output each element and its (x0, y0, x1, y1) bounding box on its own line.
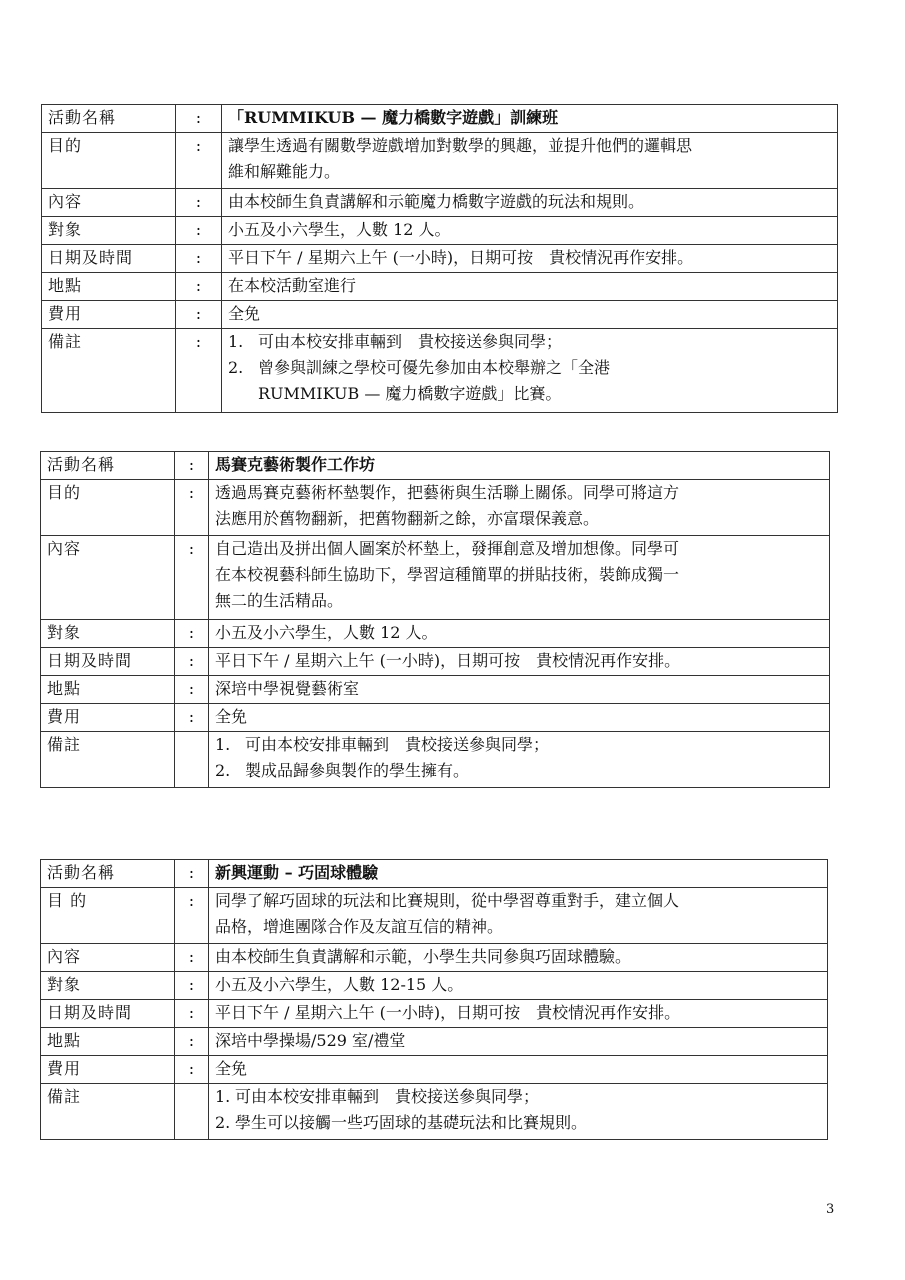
remark-item (215, 1084, 821, 1110)
row-content (41, 536, 830, 620)
colon: : (176, 189, 222, 217)
row-name (42, 105, 838, 133)
label-purpose: 目的 (41, 480, 175, 536)
remarks-list (209, 1084, 828, 1140)
fee-text: 全免 (209, 704, 830, 732)
remark-item (215, 732, 823, 758)
venue-text: 在本校活動室進行 (222, 273, 838, 301)
colon: : (175, 888, 209, 944)
label-target: 對象 (41, 972, 175, 1000)
colon: : (176, 105, 222, 133)
label-target: 對象 (42, 217, 176, 245)
remark-item (228, 355, 831, 407)
row-venue (42, 273, 838, 301)
remark-number: 2. (215, 761, 231, 780)
row-fee (41, 704, 830, 732)
colon: : (175, 480, 209, 536)
label-content: 內容 (41, 536, 175, 620)
colon: : (176, 301, 222, 329)
label-fee: 費用 (41, 1056, 175, 1084)
remark-item (215, 758, 823, 784)
remark-number: 1. (228, 332, 244, 351)
text-line: RUMMIKUB — 魔力橋數字遊戲」比賽。 (258, 384, 562, 403)
row-datetime (42, 245, 838, 273)
remarks-list (209, 732, 830, 788)
venue-text: 深培中學視覺藝術室 (209, 676, 830, 704)
label-content: 內容 (41, 944, 175, 972)
row-content (42, 189, 838, 217)
colon: : (175, 972, 209, 1000)
colon: : (175, 860, 209, 888)
row-remarks (41, 732, 830, 788)
fee-text: 全免 (209, 1056, 828, 1084)
label-name: 活動名稱 (41, 860, 175, 888)
colon: : (175, 536, 209, 620)
target-text: 小五及小六學生，人數 12 人。 (222, 217, 838, 245)
row-venue (41, 676, 830, 704)
content-text (209, 536, 830, 620)
row-fee (42, 301, 838, 329)
remark-number: 2. (228, 358, 244, 377)
label-remarks: 備註 (41, 732, 175, 788)
datetime-text: 平日下午 / 星期六上午 (一小時)，日期可按 貴校情況再作安排。 (209, 1000, 828, 1028)
text-line: 透過馬賽克藝術杯墊製作，把藝術與生活聯上關係。同學可將這方 (215, 483, 680, 502)
colon: : (175, 1028, 209, 1056)
text-line: 無二的生活精品。 (215, 591, 344, 610)
remark-item (228, 329, 831, 355)
colon-empty (175, 732, 209, 788)
label-purpose: 目的 (42, 133, 176, 189)
remark-number: 1. (215, 1087, 231, 1106)
label-datetime: 日期及時間 (41, 648, 175, 676)
row-datetime (41, 648, 830, 676)
text-line: 在本校視藝科師生協助下，學習這種簡單的拼貼技術，裝飾成獨一 (215, 565, 680, 584)
activity-table-3 (40, 859, 828, 1140)
fee-text: 全免 (222, 301, 838, 329)
colon: : (175, 452, 209, 480)
row-name (41, 452, 830, 480)
label-name: 活動名稱 (41, 452, 175, 480)
label-venue: 地點 (41, 1028, 175, 1056)
label-content: 內容 (42, 189, 176, 217)
target-text: 小五及小六學生，人數 12 人。 (209, 620, 830, 648)
label-datetime: 日期及時間 (41, 1000, 175, 1028)
label-target: 對象 (41, 620, 175, 648)
colon: : (175, 1000, 209, 1028)
text-line: 自己造出及拼出個人圖案於杯墊上，發揮創意及增加想像。同學可 (215, 539, 680, 558)
row-datetime (41, 1000, 828, 1028)
purpose-text (209, 480, 830, 536)
text-line: 同學了解巧固球的玩法和比賽規則，從中學習尊重對手，建立個人 (215, 891, 680, 910)
label-fee: 費用 (42, 301, 176, 329)
row-fee (41, 1056, 828, 1084)
remark-number: 1. (215, 735, 231, 754)
colon: : (175, 676, 209, 704)
remark-item (215, 1110, 821, 1136)
text-line: 法應用於舊物翻新，把舊物翻新之餘，亦富環保義意。 (215, 509, 600, 528)
row-content (41, 944, 828, 972)
label-venue: 地點 (41, 676, 175, 704)
row-purpose (41, 480, 830, 536)
venue-text: 深培中學操場/529 室/禮堂 (209, 1028, 828, 1056)
activity-table-2 (40, 451, 830, 788)
colon-empty (175, 1084, 209, 1140)
activity-table-1 (41, 104, 838, 413)
datetime-text: 平日下午 / 星期六上午 (一小時)，日期可按 貴校情況再作安排。 (222, 245, 838, 273)
label-name: 活動名稱 (42, 105, 176, 133)
row-target (41, 620, 830, 648)
label-fee: 費用 (41, 704, 175, 732)
row-remarks (41, 1084, 828, 1140)
label-purpose: 目 的 (41, 888, 175, 944)
page-number: 3 (826, 1202, 835, 1217)
row-venue (41, 1028, 828, 1056)
text-line: 品格，增進團隊合作及友誼互信的精神。 (215, 917, 504, 936)
text-line: 讓學生透過有關數學遊戲增加對數學的興趣，並提升他們的邏輯思 (228, 136, 693, 155)
remark-text: 可由本校安排車輛到 貴校接送參與同學； (245, 735, 550, 754)
remarks-list (222, 329, 838, 413)
content-text: 由本校師生負責講解和示範，小學生共同參與巧固球體驗。 (209, 944, 828, 972)
activity-title: 馬賽克藝術製作工作坊 (209, 452, 830, 480)
colon: : (175, 648, 209, 676)
text-line: 曾參與訓練之學校可優先參加由本校舉辦之「全港 (258, 358, 611, 377)
label-remarks: 備註 (42, 329, 176, 413)
activity-title: 新興運動 – 巧固球體驗 (209, 860, 828, 888)
row-remarks (42, 329, 838, 413)
colon: : (175, 1056, 209, 1084)
remark-text: 學生可以接觸一些巧固球的基礎玩法和比賽規則。 (235, 1113, 588, 1132)
colon: : (175, 620, 209, 648)
colon: : (176, 329, 222, 413)
purpose-text (209, 888, 828, 944)
colon: : (176, 133, 222, 189)
row-purpose (42, 133, 838, 189)
colon: : (176, 245, 222, 273)
label-remarks: 備註 (41, 1084, 175, 1140)
row-target (42, 217, 838, 245)
colon: : (175, 704, 209, 732)
target-text: 小五及小六學生，人數 12-15 人。 (209, 972, 828, 1000)
label-venue: 地點 (42, 273, 176, 301)
row-name (41, 860, 828, 888)
purpose-text (222, 133, 838, 189)
row-target (41, 972, 828, 1000)
colon: : (176, 273, 222, 301)
colon: : (175, 944, 209, 972)
remark-text: 可由本校安排車輛到 貴校接送參與同學； (258, 332, 563, 351)
remark-text: 可由本校安排車輛到 貴校接送參與同學； (235, 1087, 540, 1106)
colon: : (176, 217, 222, 245)
remark-text (258, 355, 610, 407)
activity-title: 「RUMMIKUB — 魔力橋數字遊戲」訓練班 (222, 105, 838, 133)
label-datetime: 日期及時間 (42, 245, 176, 273)
datetime-text: 平日下午 / 星期六上午 (一小時)，日期可按 貴校情況再作安排。 (209, 648, 830, 676)
text-line: 維和解難能力。 (228, 162, 341, 181)
remark-number: 2. (215, 1113, 231, 1132)
remark-text: 製成品歸參與製作的學生擁有。 (245, 761, 470, 780)
row-purpose (41, 888, 828, 944)
content-text: 由本校師生負責講解和示範魔力橋數字遊戲的玩法和規則。 (222, 189, 838, 217)
